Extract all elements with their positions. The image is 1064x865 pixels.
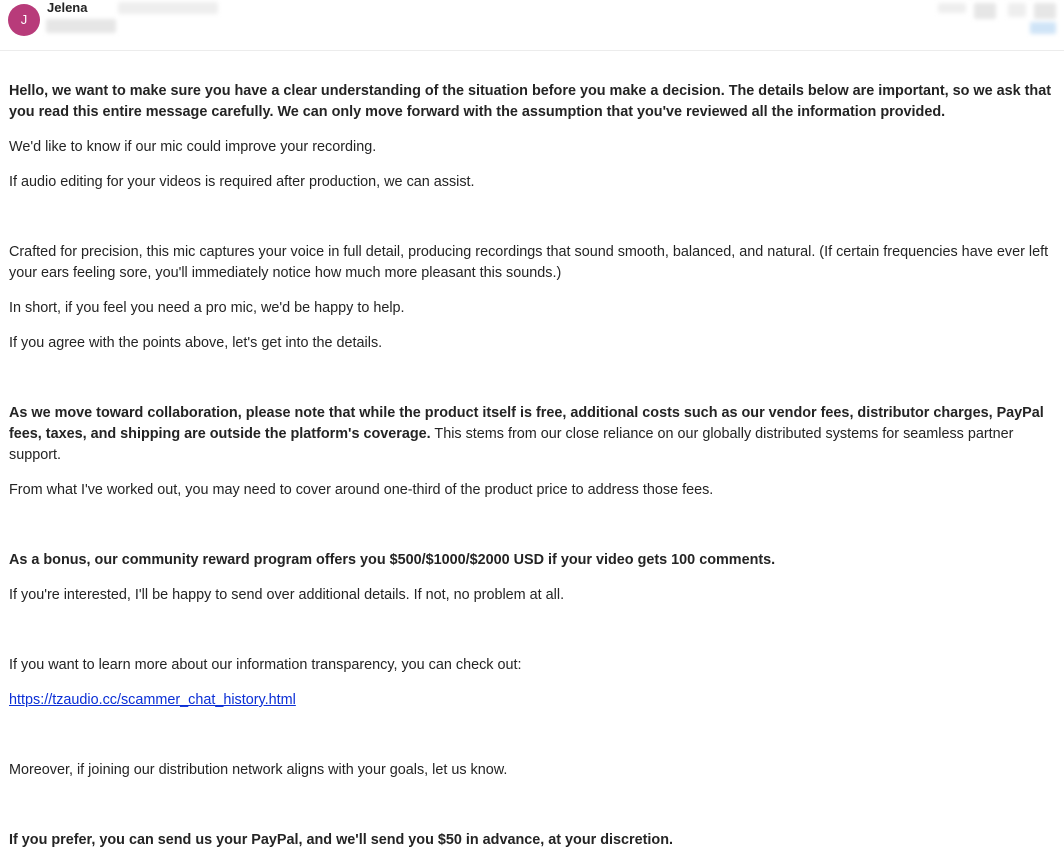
paragraph-fees xyxy=(9,403,1059,466)
paragraph-bonus: As a bonus, our community reward program offers you $500/$1000/$2000 USD if your video gets 100 comments. xyxy=(9,552,776,568)
paragraph: If you want to learn more about our information transparency, you can check out: xyxy=(9,657,522,673)
email-header xyxy=(0,0,1064,51)
paragraph-paypal: If you prefer, you can send us your PayPal, and we'll send you $50 in advance, at your discretion. xyxy=(9,832,673,848)
sender-name[interactable]: Jelena xyxy=(47,0,88,15)
paragraph-link xyxy=(9,690,1059,711)
redacted-header-action xyxy=(974,3,996,19)
avatar[interactable]: J xyxy=(8,4,40,36)
redacted-sender-email xyxy=(46,19,116,33)
paragraph-intro: Hello, we want to make sure you have a clear understanding of the situation before you make a decision. The details below are important, so we ask that you read this entire message carefully. We can only move forward with the assumption that you've reviewed all the information provided. xyxy=(9,83,1051,120)
paragraph: Crafted for precision, this mic captures your voice in full detail, producing recordings that sound smooth, balanced, and natural. (If certain frequencies have ever left your ears feeling sore, you'll immediately notice how much more pleasant this sounds.) xyxy=(9,244,1049,281)
paragraph: Moreover, if joining our distribution network aligns with your goals, let us know. xyxy=(9,762,508,778)
redacted-header-action xyxy=(1008,3,1026,17)
paragraph: We'd like to know if our mic could improve your recording. xyxy=(9,139,377,155)
paragraph: If you agree with the points above, let's get into the details. xyxy=(9,335,383,351)
fees-bold-text: As we move toward collaboration, please note that while the product itself is free, additional costs such as our vendor fees, distributor charges, PayPal fees, taxes, and shipping are outside the platform's coverage. xyxy=(9,405,1044,442)
paragraph: If you're interested, I'll be happy to send over additional details. If not, no problem at all. xyxy=(9,587,565,603)
redacted-header-date xyxy=(1030,22,1056,34)
redacted-header-action xyxy=(1034,3,1056,19)
redacted-recipient xyxy=(118,2,218,14)
paragraph: From what I've worked out, you may need to cover around one-third of the product price to address those fees. xyxy=(9,482,714,498)
paragraph: If audio editing for your videos is required after production, we can assist. xyxy=(9,174,475,190)
email-body xyxy=(9,81,1059,865)
fees-text: This stems from our close reliance on our globally distributed systems for seamless partner support. xyxy=(9,426,1014,463)
redacted-header-action xyxy=(938,3,966,13)
paragraph: In short, if you feel you need a pro mic, we'd be happy to help. xyxy=(9,300,405,316)
transparency-link[interactable]: https://tzaudio.cc/scammer_chat_history.html xyxy=(9,692,296,708)
